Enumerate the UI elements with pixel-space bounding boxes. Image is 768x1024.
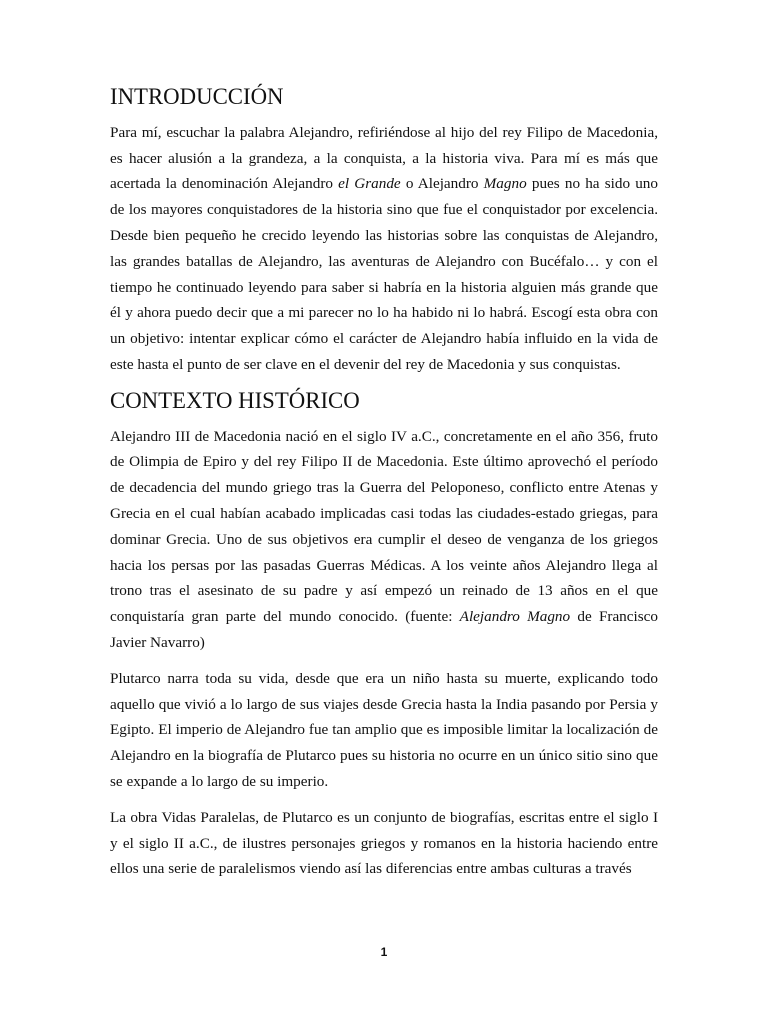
- paragraph: [110, 666, 658, 795]
- italic-text-run: Magno: [483, 175, 527, 193]
- paragraph: [110, 805, 658, 882]
- text-run: pues no ha sido uno de los mayores conquistadores de la historia sino que fue el conquistador por excelencia. Desde bien pequeño he crecido leyendo las historias sobre las conquistas de Alejandro, las grandes batallas de Alejandro, las aventuras de Alejandro con Bucéfalo… y con el tiempo he continuado leyendo para saber si habría en la historia alguien más grande que él y ahora puedo decir que a mi parecer no lo ha habido ni lo habrá. Escogí esta obra con un objetivo: intentar explicar cómo el carácter de Alejandro había influido en la vida de este hasta el punto de ser clave en el devenir del rey de Macedonia y sus conquistas.: [110, 175, 658, 373]
- text-run: de Francisco Javier Navarro): [110, 608, 658, 651]
- page-number: 1: [380, 945, 388, 959]
- italic-text-run: el Grande: [338, 175, 401, 193]
- paragraph: [110, 120, 658, 378]
- italic-text-run: Alejandro Magno: [459, 608, 571, 626]
- paragraph: [110, 424, 658, 656]
- text-run: o Alejandro: [400, 175, 484, 193]
- document-page: [110, 84, 658, 892]
- text-run: La obra Vidas Paralelas, de Plutarco es un conjunto de biografías, escritas entre el siglo I y el siglo II a.C., de ilustres personajes griegos y romanos en la historia haciendo entre ellos una serie de paralelismos viendo así las diferencias entre ambas culturas a través: [110, 808, 658, 878]
- text-run: Plutarco narra toda su vida, desde que era un niño hasta su muerte, explicando todo aquello que vivió a lo largo de sus viajes desde Grecia hasta la India pasando por Persia y Egipto. El imperio de Alejandro fue tan amplio que es imposible limitar la localización de Alejandro en la biografía de Plutarco pues su historia no ocurre en un único sitio sino que se expande a lo largo de su imperio.: [110, 669, 658, 790]
- section-heading-introduccion: INTRODUCCIÓN: [110, 84, 284, 109]
- section-heading-contexto-historico: CONTEXTO HISTÓRICO: [110, 387, 360, 413]
- text-run: Alejandro III de Macedonia nació en el siglo IV a.C., concretamente en el año 356, fruto de Olimpia de Epiro y del rey Filipo II de Macedonia. Este último aprovechó el período de decadencia del mundo griego tras la Guerra del Peloponeso, conflicto entre Atenas y Grecia en el cual habían acabado implicadas casi todas las ciudades-estado griegas, para dominar Grecia. Uno de sus objetivos era cumplir el deseo de venganza de los griegos hacia los persas por las pasadas Guerras Médicas. A los veinte años Alejandro llega al trono tras el asesinato de su padre y así empezó un reinado de 13 años en el que conquistaría gran parte del mundo conocido. (fuente:: [110, 427, 658, 626]
- text-run: Para mí, escuchar la palabra Alejandro, refiriéndose al hijo del rey Filipo de Macedonia, es hacer alusión a la grandeza, a la conquista, a la historia viva. Para mí es más que acertada la denominación Alejandro: [110, 123, 658, 193]
